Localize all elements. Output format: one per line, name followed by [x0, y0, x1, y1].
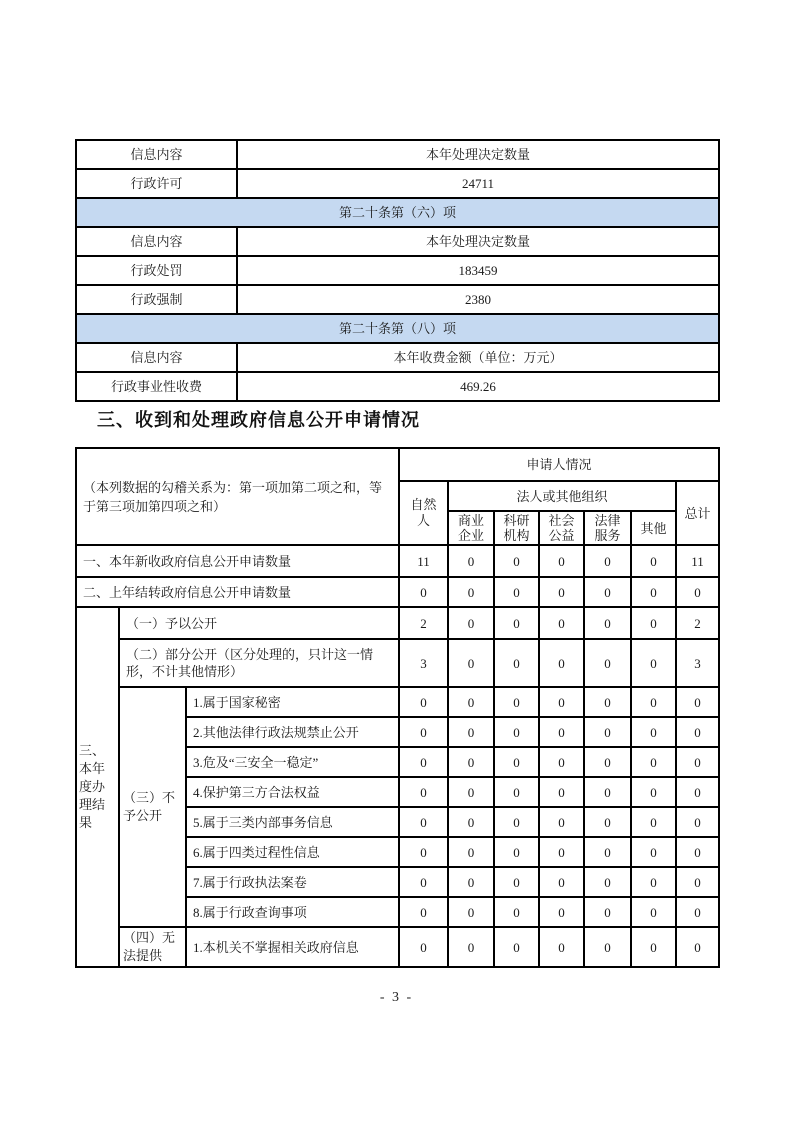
value-cell: 0 [584, 747, 631, 777]
table-row [76, 256, 719, 285]
section-heading: 三、收到和处理政府信息公开申请情况 [97, 410, 420, 430]
value-cell: 0 [539, 897, 584, 927]
value-cell: 0 [494, 927, 539, 967]
org-type-header-cell: 商业企业 [448, 511, 494, 545]
subgroup-label-cell: （四）无法提供 [119, 927, 186, 967]
subgroup-label-cell: （三）不予公开 [119, 687, 186, 927]
value-cell: 11 [399, 545, 448, 577]
table-row [76, 545, 719, 577]
group-label-cell: 三、本年度办理结果 [76, 607, 119, 967]
value-cell: 0 [631, 607, 676, 639]
row-value-cell: 本年收费金额（单位：万元） [237, 343, 719, 372]
value-cell: 0 [584, 927, 631, 967]
value-cell: 0 [584, 639, 631, 687]
value-cell: 0 [676, 807, 719, 837]
value-cell: 0 [584, 897, 631, 927]
value-cell: 0 [676, 687, 719, 717]
value-cell: 0 [448, 747, 494, 777]
value-cell: 0 [494, 777, 539, 807]
value-cell: 0 [448, 577, 494, 607]
value-cell: 0 [399, 927, 448, 967]
value-cell: 0 [584, 577, 631, 607]
value-cell: 0 [399, 577, 448, 607]
row-label-cell: 行政许可 [76, 169, 237, 198]
value-cell: 0 [539, 687, 584, 717]
row-label-cell: 8.属于行政查询事项 [186, 897, 399, 927]
table-row [76, 372, 719, 401]
value-cell: 0 [494, 607, 539, 639]
value-cell: 0 [631, 837, 676, 867]
value-cell: 0 [676, 717, 719, 747]
value-cell: 0 [494, 867, 539, 897]
value-cell: 0 [399, 837, 448, 867]
row-label-cell: （二）部分公开（区分处理的，只计这一情形，不计其他情形） [119, 639, 399, 687]
row-label-cell: 1.本机关不掌握相关政府信息 [186, 927, 399, 967]
org-type-header-cell: 法律服务 [584, 511, 631, 545]
value-cell: 0 [676, 927, 719, 967]
value-cell: 0 [539, 577, 584, 607]
value-cell: 0 [584, 867, 631, 897]
page-number: - 3 - [379, 990, 414, 1005]
header-row-1 [76, 448, 719, 481]
value-cell: 0 [631, 747, 676, 777]
value-cell: 0 [676, 837, 719, 867]
row-value-cell: 本年处理决定数量 [237, 140, 719, 169]
value-cell: 0 [399, 867, 448, 897]
value-cell: 0 [448, 687, 494, 717]
table-row [76, 639, 719, 687]
value-cell: 0 [539, 717, 584, 747]
table-row [76, 285, 719, 314]
row-label-cell: 行政事业性收费 [76, 372, 237, 401]
table-row [76, 343, 719, 372]
value-cell: 0 [676, 577, 719, 607]
value-cell: 0 [494, 747, 539, 777]
row-value-cell: 469.26 [237, 372, 719, 401]
row-value-cell: 2380 [237, 285, 719, 314]
value-cell: 0 [584, 777, 631, 807]
value-cell: 0 [676, 747, 719, 777]
section-band-cell: 第二十条第（八）项 [76, 314, 719, 343]
table-row [76, 169, 719, 198]
row-label-cell: 信息内容 [76, 343, 237, 372]
value-cell: 11 [676, 545, 719, 577]
value-cell: 0 [631, 545, 676, 577]
value-cell: 0 [539, 807, 584, 837]
value-cell: 0 [676, 777, 719, 807]
section-band-row [76, 314, 719, 343]
article20-items-table [75, 139, 720, 402]
value-cell: 0 [494, 577, 539, 607]
row-label-cell: 1.属于国家秘密 [186, 687, 399, 717]
row-label-cell: 信息内容 [76, 140, 237, 169]
value-cell: 0 [448, 545, 494, 577]
section-band-cell: 第二十条第（六）项 [76, 198, 719, 227]
value-cell: 0 [631, 577, 676, 607]
row-label-cell: （一）予以公开 [119, 607, 399, 639]
row-label-cell: 5.属于三类内部事务信息 [186, 807, 399, 837]
value-cell: 0 [539, 607, 584, 639]
value-cell: 0 [539, 927, 584, 967]
org-type-header-cell: 社会公益 [539, 511, 584, 545]
value-cell: 0 [584, 807, 631, 837]
value-cell: 0 [584, 687, 631, 717]
row-label-cell: 信息内容 [76, 227, 237, 256]
natural-person-header-cell: 自然人 [399, 481, 448, 545]
value-cell: 0 [676, 897, 719, 927]
value-cell: 0 [494, 687, 539, 717]
value-cell: 0 [448, 927, 494, 967]
value-cell: 0 [539, 747, 584, 777]
value-cell: 0 [539, 837, 584, 867]
value-cell: 0 [448, 837, 494, 867]
value-cell: 0 [631, 687, 676, 717]
value-cell: 0 [584, 837, 631, 867]
value-cell: 0 [631, 927, 676, 967]
value-cell: 0 [584, 607, 631, 639]
value-cell: 0 [494, 639, 539, 687]
row-label-cell: 2.其他法律行政法规禁止公开 [186, 717, 399, 747]
table-row [76, 687, 719, 717]
value-cell: 0 [494, 717, 539, 747]
value-cell: 0 [676, 867, 719, 897]
value-cell: 0 [448, 897, 494, 927]
value-cell: 0 [539, 639, 584, 687]
value-cell: 0 [631, 897, 676, 927]
row-label-cell: 二、上年结转政府信息公开申请数量 [76, 577, 399, 607]
row-label-cell: 6.属于四类过程性信息 [186, 837, 399, 867]
value-cell: 0 [494, 545, 539, 577]
value-cell: 0 [494, 837, 539, 867]
value-cell: 0 [399, 807, 448, 837]
value-cell: 0 [448, 777, 494, 807]
value-cell: 0 [631, 777, 676, 807]
row-value-cell: 183459 [237, 256, 719, 285]
table-row [76, 140, 719, 169]
value-cell: 0 [399, 747, 448, 777]
value-cell: 2 [676, 607, 719, 639]
row-value-cell: 24711 [237, 169, 719, 198]
value-cell: 0 [539, 867, 584, 897]
value-cell: 0 [631, 717, 676, 747]
value-cell: 0 [448, 639, 494, 687]
value-cell: 0 [539, 545, 584, 577]
value-cell: 0 [399, 717, 448, 747]
value-cell: 3 [676, 639, 719, 687]
org-type-header-cell: 科研机构 [494, 511, 539, 545]
table-row [76, 927, 719, 967]
row-label-cell: 一、本年新收政府信息公开申请数量 [76, 545, 399, 577]
row-label-cell: 7.属于行政执法案卷 [186, 867, 399, 897]
table-row [76, 607, 719, 639]
value-cell: 0 [631, 807, 676, 837]
table-row [76, 227, 719, 256]
applications-table [75, 447, 720, 968]
row-label-cell: 行政处罚 [76, 256, 237, 285]
row-label-cell: 4.保护第三方合法权益 [186, 777, 399, 807]
value-cell: 0 [631, 639, 676, 687]
value-cell: 3 [399, 639, 448, 687]
value-cell: 0 [494, 807, 539, 837]
value-cell: 0 [631, 867, 676, 897]
table-row [76, 577, 719, 607]
value-cell: 0 [399, 897, 448, 927]
total-header-cell: 总计 [676, 481, 719, 545]
value-cell: 0 [399, 777, 448, 807]
value-cell: 0 [448, 717, 494, 747]
row-label-cell: 3.危及“三安全一稳定” [186, 747, 399, 777]
value-cell: 2 [399, 607, 448, 639]
value-cell: 0 [584, 545, 631, 577]
value-cell: 0 [448, 607, 494, 639]
row-label-cell: 行政强制 [76, 285, 237, 314]
org-type-header-cell: 其他 [631, 511, 676, 545]
row-value-cell: 本年处理决定数量 [237, 227, 719, 256]
legal-org-header-cell: 法人或其他组织 [448, 481, 676, 511]
value-cell: 0 [584, 717, 631, 747]
value-cell: 0 [539, 777, 584, 807]
value-cell: 0 [448, 867, 494, 897]
value-cell: 0 [448, 807, 494, 837]
value-cell: 0 [494, 897, 539, 927]
value-cell: 0 [399, 687, 448, 717]
applicant-header-cell: 申请人情况 [399, 448, 719, 481]
note-cell: （本列数据的勾稽关系为：第一项加第二项之和，等于第三项加第四项之和） [76, 448, 399, 545]
section-band-row [76, 198, 719, 227]
